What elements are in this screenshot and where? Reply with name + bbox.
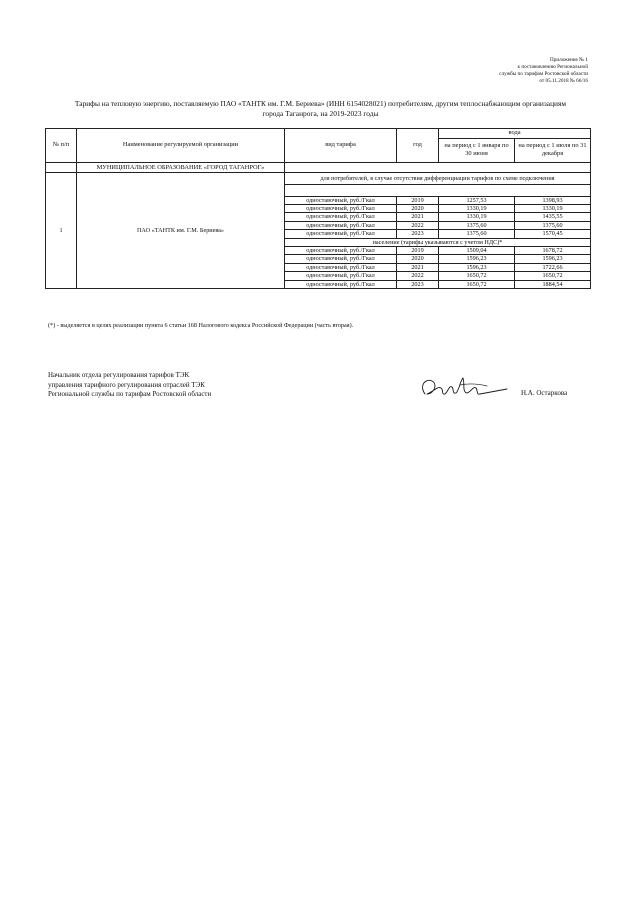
tariff-type-cell: одноставочный, руб./Гкал [285, 221, 397, 229]
signer-position-line: управления тарифного регулирования отраслей ТЭК [48, 380, 205, 389]
year-cell: 2019 [397, 246, 439, 254]
period-1-value: 1596,23 [439, 263, 515, 271]
period-1-value: 1650,72 [439, 272, 515, 280]
period-1-value: 1330,19 [439, 213, 515, 221]
appendix-line: Приложение № 1 [550, 57, 588, 63]
period-1-value: 1257,53 [439, 196, 515, 204]
tariff-type-cell: одноставочный, руб./Гкал [285, 263, 397, 271]
tariff-type-cell: одноставочный, руб./Гкал [285, 280, 397, 288]
year-cell: 2021 [397, 213, 439, 221]
year-cell: 2020 [397, 204, 439, 212]
tariff-type-cell: одноставочный, руб./Гкал [285, 213, 397, 221]
appendix-note [428, 57, 588, 85]
period-2-value: 1596,23 [515, 255, 591, 263]
municipality-name: МУНИЦИПАЛЬНОЕ ОБРАЗОВАНИЕ «ГОРОД ТАГАНРОГ» [77, 162, 285, 172]
document-title [48, 99, 593, 119]
period-2-value: 1375,60 [515, 221, 591, 229]
period-2-value: 1435,55 [515, 213, 591, 221]
period-2-value: 1570,45 [515, 230, 591, 238]
empty-cell [285, 184, 591, 196]
year-cell: 2022 [397, 221, 439, 229]
tariff-table [45, 128, 591, 289]
appendix-line: службы по тарифам Ростовской области [499, 71, 588, 77]
period-2-value: 1330,19 [515, 204, 591, 212]
title-line-1: Тарифы на тепловую энергию, поставляемую ПАО «ТАНТК им. Г.М. Бериева» (ИНН 6154028021) потребителям, другим теплоснабжающим организациям [74, 99, 567, 108]
header-year: год [397, 129, 439, 163]
section-header-row [46, 172, 591, 184]
appendix-line: от 05.11.2018 № 66/16 [539, 78, 588, 84]
period-2-value: 1650,72 [515, 272, 591, 280]
period-1-value: 1650,72 [439, 280, 515, 288]
organization-name: ПАО «ТАНТК им. Г.М. Бериева» [77, 172, 285, 288]
tariff-type-cell: одноставочный, руб./Гкал [285, 204, 397, 212]
tariff-type-cell: одноставочный, руб./Гкал [285, 196, 397, 204]
title-line-2: города Таганрога, на 2019-2023 годы [262, 109, 379, 118]
header-organization: Наименование регулируемой организации [77, 129, 285, 163]
year-cell: 2023 [397, 280, 439, 288]
period-2-value: 1398,93 [515, 196, 591, 204]
year-cell: 2020 [397, 255, 439, 263]
section-consumers-title: для потребителей, в случае отсутствия дифференциации тарифов по схеме подключения [285, 172, 591, 184]
header-tariff-type: вид тарифа [285, 129, 397, 163]
period-1-value: 1596,23 [439, 255, 515, 263]
period-1-value: 1509,04 [439, 246, 515, 254]
empty-cell [285, 162, 591, 172]
row-number: 1 [46, 172, 77, 288]
signer-name: Н.А. Остаркова [521, 389, 568, 397]
period-1-value: 1330,19 [439, 204, 515, 212]
signature-image [415, 372, 510, 404]
empty-cell [46, 162, 77, 172]
period-2-value: 1678,72 [515, 246, 591, 254]
year-cell: 2021 [397, 263, 439, 271]
header-number: № п/п [46, 129, 77, 163]
signer-position-line: Начальник отдела регулирования тарифов ТЭК [48, 371, 190, 379]
tariff-type-cell: одноставочный, руб./Гкал [285, 246, 397, 254]
section-population-title: население (тарифы указываются с учетом НДС)* [285, 238, 591, 246]
municipality-row [46, 162, 591, 172]
year-cell: 2019 [397, 196, 439, 204]
period-1-value: 1375,60 [439, 230, 515, 238]
period-2-value: 1722,66 [515, 263, 591, 271]
period-1-value: 1375,60 [439, 221, 515, 229]
header-period-1: на период с 1 января по 30 июня [439, 138, 515, 162]
header-period-2: на период с 1 июля по 31 декабря [515, 138, 591, 162]
table-header-row [46, 129, 591, 139]
year-cell: 2022 [397, 272, 439, 280]
tariff-type-cell: одноставочный, руб./Гкал [285, 272, 397, 280]
footnote: (*) - выделяется в целях реализации пункта 6 статьи 168 Налогового кодекса Российской Федерации (часть вторая). [48, 322, 354, 329]
signer-position-line: Региональной службы по тарифам Ростовской области [48, 390, 212, 399]
period-2-value: 1884,54 [515, 280, 591, 288]
tariff-type-cell: одноставочный, руб./Гкал [285, 230, 397, 238]
signer-block [48, 371, 348, 400]
year-cell: 2023 [397, 230, 439, 238]
tariff-type-cell: одноставочный, руб./Гкал [285, 255, 397, 263]
appendix-line: к постановлению Региональной [517, 64, 588, 70]
header-water: вода [439, 129, 591, 139]
